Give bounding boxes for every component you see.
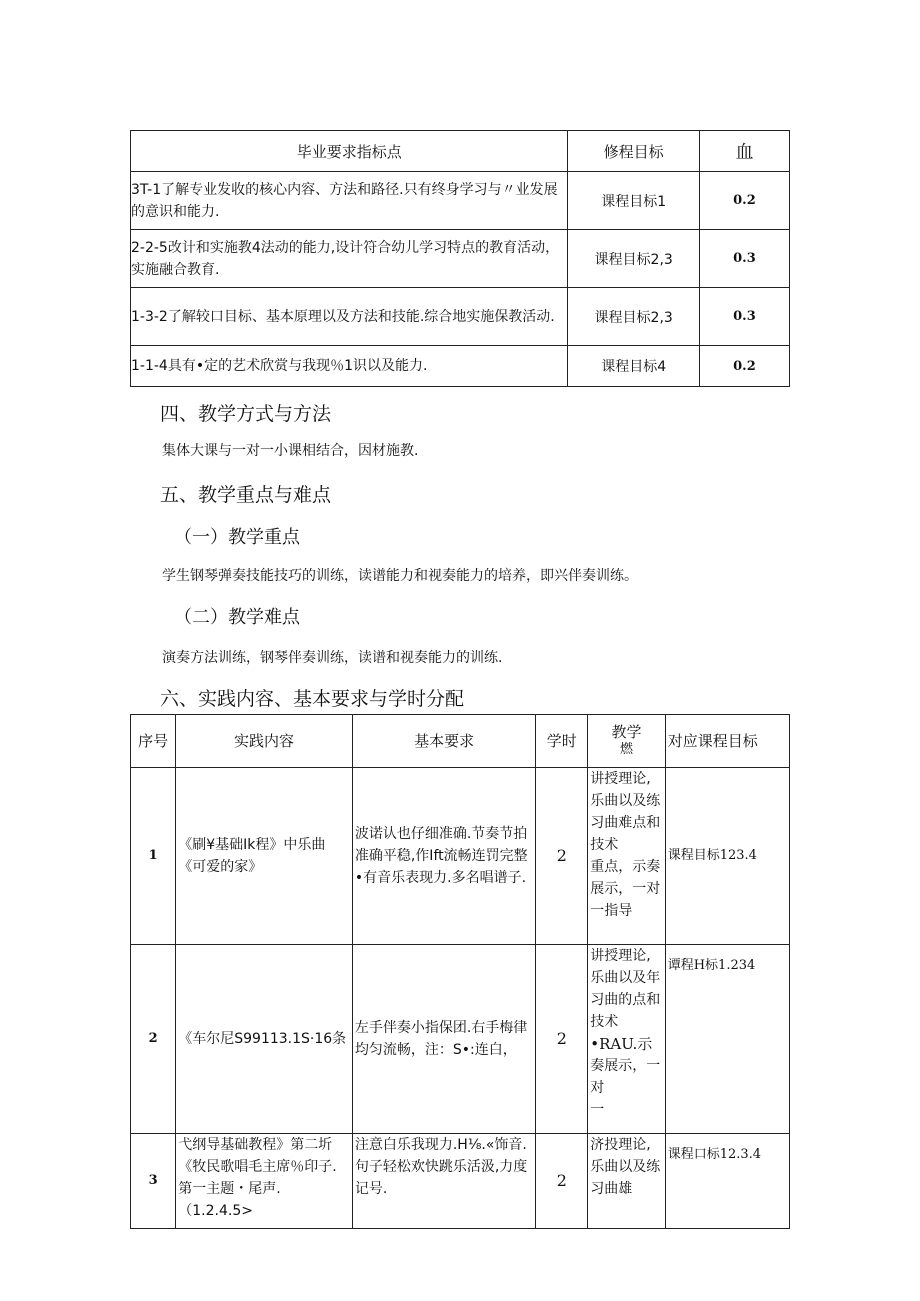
method-cell bbox=[588, 768, 665, 945]
table-row bbox=[131, 346, 790, 387]
table-row bbox=[131, 288, 790, 346]
method-line: 奏展示，一 bbox=[590, 1058, 661, 1074]
header-method bbox=[588, 715, 665, 768]
section4-text: 集体大课与一对一小课相结合，因材施教. bbox=[162, 443, 419, 459]
method-line: 讲授理论, bbox=[590, 948, 651, 964]
table-row bbox=[131, 768, 790, 945]
header-indicator: 毕业要求指标点 bbox=[131, 131, 568, 172]
content-cell bbox=[176, 1134, 353, 1229]
method-line: 重点，示奏 bbox=[590, 859, 661, 875]
weight-cell: 0.3 bbox=[699, 230, 789, 288]
seq-cell: 1 bbox=[131, 768, 176, 945]
table-row bbox=[131, 945, 790, 1134]
target-cell: 课程口标12.3.4 bbox=[665, 1134, 789, 1229]
header-requirement: 基本要求 bbox=[352, 715, 536, 768]
section5-heading: 五、教学重点与难点 bbox=[160, 484, 332, 506]
method-line: 乐曲以及年 bbox=[590, 970, 661, 986]
method-cell bbox=[588, 1134, 665, 1229]
method-line: 习曲的点和 bbox=[590, 992, 661, 1008]
requirement-cell: 波诺认也仔细准确.节奏节拍准确平稳,作Ift流畅连罚完整•有音乐表现力.多名唱谱子. bbox=[352, 768, 536, 945]
header-target: 修程目标 bbox=[568, 131, 699, 172]
section5-sub1-text: 学生钢琴弹奏技能技巧的训练，读谱能力和视奏能力的培养，即兴伴奏训练。 bbox=[162, 568, 638, 584]
header-seq: 序号 bbox=[131, 715, 176, 768]
hours-cell: 2 bbox=[536, 768, 588, 945]
indicator-cell: 1-1-4具有•定的艺术欣赏与我现％1识以及能力. bbox=[131, 346, 568, 387]
table-row bbox=[131, 1134, 790, 1229]
requirement-clip: 注意白乐我现力.H⅛.«饰音.句子轻松欢快跳乐活汲,力度记号. bbox=[354, 1137, 528, 1197]
method-line: 乐曲以及练 bbox=[590, 1159, 661, 1175]
table-header-row bbox=[131, 131, 790, 172]
indicator-cell: 3T-1了解专业发收的核心内容、方法和路径.只有终身学习与〃业发展的意识和能力. bbox=[131, 172, 568, 230]
method-line: 技术 bbox=[590, 837, 619, 853]
method-line: 对 bbox=[590, 1080, 605, 1096]
header-weight: 血 bbox=[699, 131, 789, 172]
indicator-cell: 2-2-5改计和实施教4法动的能力,设计符合幼儿学习特点的教育活动，实施融合教育. bbox=[131, 230, 568, 288]
method-clip bbox=[590, 945, 662, 1119]
method-line: 展示，一对 bbox=[590, 881, 661, 897]
method-line: 一指导 bbox=[590, 903, 633, 919]
requirement-cell: 左手伴奏小指保团.右手梅律均匀流畅，注：S•:连白， bbox=[352, 945, 536, 1134]
section6-heading: 六、实践内容、基本要求与学时分配 bbox=[160, 688, 465, 710]
section4-heading: 四、教学方式与方法 bbox=[160, 403, 332, 425]
indicator-cell: 1-3-2了解较口目标、基本原理以及方法和技能.综合地实施保教活动. bbox=[131, 288, 568, 346]
seq-cell: 2 bbox=[131, 945, 176, 1134]
method-line: 讲授理论, bbox=[590, 771, 651, 787]
table-row bbox=[131, 172, 790, 230]
section5-sub2-text: 演奏方法训练，钢琴伴奏训练，读谱和视奏能力的训练. bbox=[162, 650, 503, 666]
method-cell bbox=[588, 945, 665, 1134]
content-cell: 《刷¥基础Ik程》中乐曲《可爱的家》 bbox=[176, 768, 353, 945]
hours-cell: 2 bbox=[536, 1134, 588, 1229]
hours-cell: 2 bbox=[536, 945, 588, 1134]
weight-cell: 0.3 bbox=[699, 288, 789, 346]
method-line: 习曲雄 bbox=[590, 1181, 633, 1197]
requirement-cell bbox=[352, 1134, 536, 1229]
method-line: 习曲难点和 bbox=[590, 815, 661, 831]
seq-cell: 3 bbox=[131, 1134, 176, 1229]
table-row bbox=[131, 230, 790, 288]
target-cell: 谭程H标1.234 bbox=[665, 945, 789, 1134]
target-cell: 课程目标2,3 bbox=[568, 288, 699, 346]
header-hours: 学时 bbox=[536, 715, 588, 768]
weight-cell: 0.2 bbox=[699, 346, 789, 387]
target-cell: 课程目标1 bbox=[568, 172, 699, 230]
practice-content-table bbox=[130, 714, 790, 1229]
method-line: 一 bbox=[590, 1102, 605, 1118]
graduation-requirements-table bbox=[130, 130, 790, 387]
section5-sub1-heading: （一）教学重点 bbox=[174, 527, 300, 548]
header-method-line2: 燃 bbox=[619, 742, 633, 757]
content-clip: 弋纲导基础教程》第二圻《牧民歌唱毛主席％印子.第一主题・尾声.（1.2.4.5> bbox=[178, 1137, 337, 1218]
content-cell: 《车尔尼S99113.1S·16条 bbox=[176, 945, 353, 1134]
target-cell: 课程目标123.4 bbox=[665, 768, 789, 945]
method-line: 乐曲以及练 bbox=[590, 793, 661, 809]
target-cell: 课程目标4 bbox=[568, 346, 699, 387]
section5-sub2-heading: （二）教学难点 bbox=[174, 607, 300, 628]
header-content: 实践内容 bbox=[176, 715, 353, 768]
method-line: 技术 bbox=[590, 1014, 619, 1030]
target-cell: 课程目标2,3 bbox=[568, 230, 699, 288]
weight-cell: 0.2 bbox=[699, 172, 789, 230]
header-method-line1: 教学 bbox=[611, 723, 642, 741]
method-line: •RAU.示 bbox=[590, 1035, 653, 1053]
header-target: 对应课程目标 bbox=[665, 715, 789, 768]
table-header-row bbox=[131, 715, 790, 768]
method-line: 济投理论, bbox=[590, 1137, 651, 1153]
